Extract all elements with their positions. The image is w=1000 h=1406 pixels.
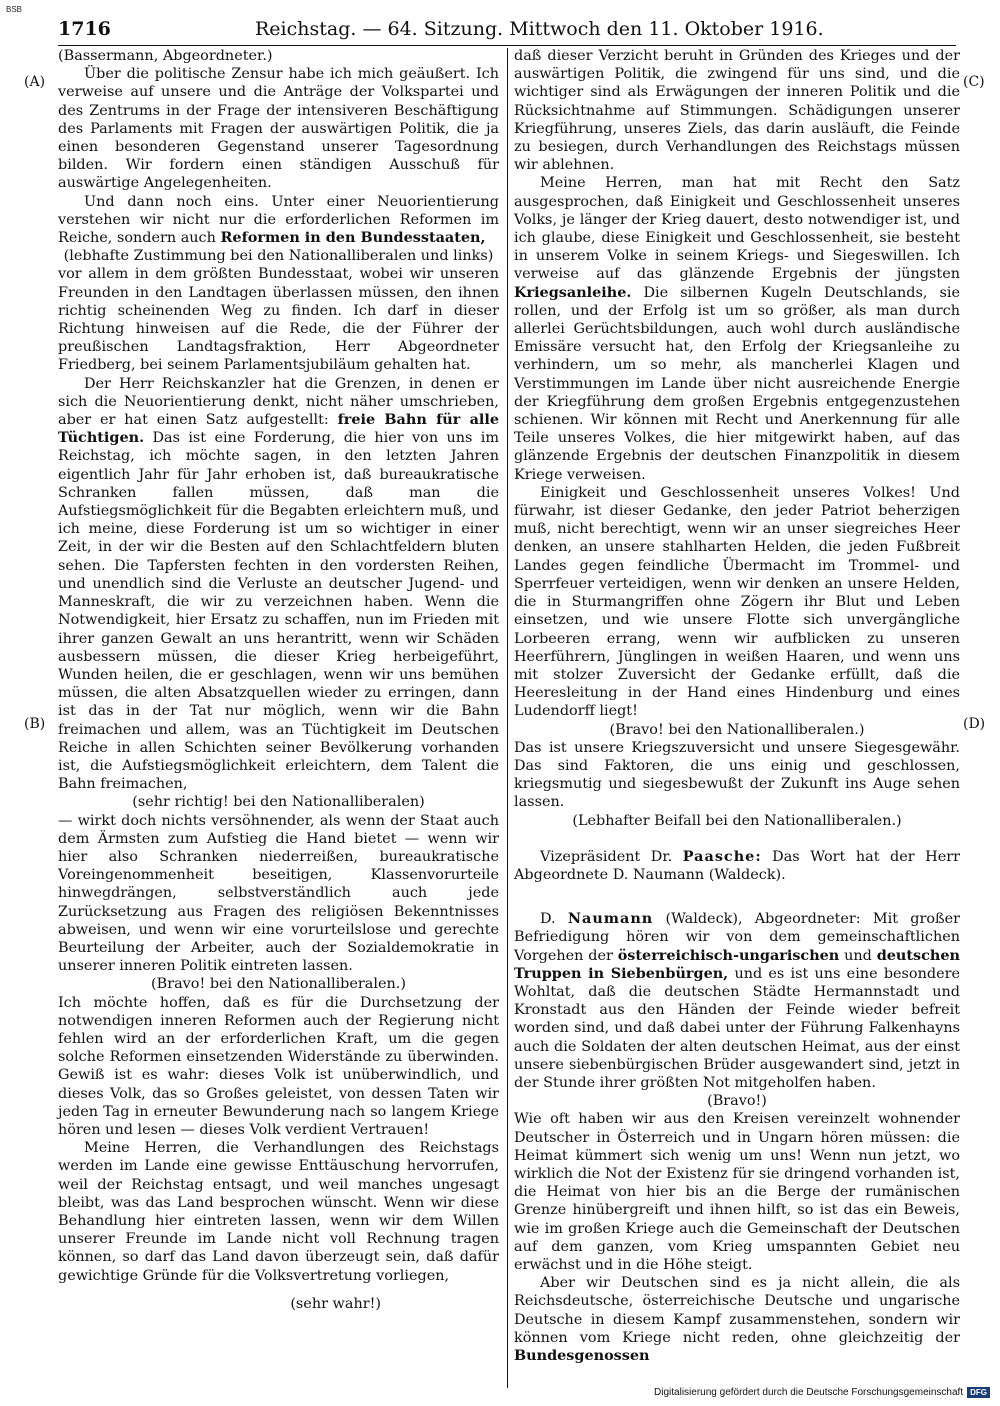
paragraph: Wie oft haben wir aus den Kreisen vereinzelt wohnender Deutscher in Österreich und in Ungarn hören müssen: die Heimat kümmert sich wenig um uns! Wenn nun jetzt, wo wirklich die Not der Existenz für sie dringend vorhanden ist, die Heimat von hier bis an die Berge der rumänischen Grenze hinübergreift und ihnen hilft, so ist das ein Beweis, wie im großen Kriege auch die Gemeinschaft der Deutschen auf dem ganzen, vom Krieg umspannten Gebiet neu erwächst und in die Höhe steigt. [514,1111,960,1273]
margin-marker-b: (B) [24,716,46,732]
interjection: (sehr wahr!) [290,1295,381,1312]
paragraph: Meine Herren, man hat mit Recht den Satz ausgesprochen, daß Einigkeit und Geschlossenheit unseres Volks, je länger der Krieg dauert, desto notwendiger ist, und ich glaube, diese Einigkeit und Geschlossenheit, sie besteht in unserem Volke in seinem Kriegs- und Siegeswillen. Ich verweise auf das glänzende Ergebnis der jüngsten Kriegsanleihe. Die silbernen Kugeln Deutschlands, sie rollen, und der Erfolg ist um so größer, als man durch allerlei Gerüchtsbildungen, auch wohl durch ausländische Emissäre versucht hat, den Erfolg der Kriegsanleihe zu verhindern, um so mehr, als mancherlei Klagen und Verstimmungen im Lande über nicht ausreichende Energie der Kriegführung dem großen Ergebnis entgegenzustehen schienen. Wir können mit Recht und Anerkennung für alle Teile unseres Volkes, die hier mitgewirkt haben, auf das glänzende Ergebnis der deutschen Finanzpolitik in diesem Kriege verweisen. [514,175,960,483]
emphasis: Bundesgenossen [514,1347,650,1365]
paragraph: Und dann noch eins. Unter einer Neuorientierung verstehen wir nicht nur die erforderlichen Reformen im Reiche, sondern auch Reformen in den Bundesstaaten, [58,193,499,247]
footer [654,1387,990,1398]
footer-credit: Digitalisierung gefördert durch die Deutsche Forschungsgemeinschaft [654,1387,964,1398]
paragraph: Vizepräsident Dr. Paasche: Das Wort hat der Herr Abgeordnete D. Naumann (Waldeck). [514,847,960,883]
page-number: 1716 [58,18,111,40]
column-divider [507,48,508,1388]
speaker-name: Paasche: [682,847,762,865]
library-stamp: BSB [6,5,23,14]
paragraph: Über die politische Zensur habe ich mich geäußert. Ich verweise auf unsere und die Anträge der Volkspartei und des Zentrums in der Frage der intensiveren Beschäftigung des Parlaments mit Fragen der auswärtigen Politik, die ja einen besonderen Gegenstand unserer Tagesordnung bilden. Wir fordern einen ständigen Ausschuß für auswärtige Angelegenheiten. [58,66,499,192]
interjection: (Bravo! bei den Nationalliberalen.) [609,721,865,738]
right-column [514,47,960,1365]
emphasis: Kriegsanleihe. [514,283,632,301]
emphasis: Reformen in den Bundesstaaten, [220,229,486,247]
paragraph: daß dieser Verzicht beruht in Gründen des Krieges und der auswärtigen Politik, die zwingend für uns sind, und die wichtiger sind als Erwägungen der inneren Politik und die Rücksichtnahme auf Stimmungen. Schädigungen unserer Kriegführung, unseres Ziels, das darin ausläuft, die Feinde zu besiegen, durch Verhandlungen des Reichstags müssen wir ablehnen. [514,48,960,174]
paragraph: vor allem in dem größten Bundesstaat, wobei wir unseren Freunden in den Landtagen überlassen müssen, den ihnen richtig scheinenden Weg zu finden. Ich darf in dieser Richtung hinweisen auf die Rede, die der Führer der preußischen Landtagsfraktion, Herr Abgeordneter Friedberg, bei seinem Parlamentsjubiläum gehalten hat. [58,266,499,374]
paragraph: Ich möchte hoffen, daß es für die Durchsetzung der notwendigen inneren Reformen auch der Regierung nicht fehlen wird an der erforderlichen Kraft, um die gegen solche Reformen einsetzenden Widerstände zu überwinden. Gewiß ist es wahr: dieses Volk ist unüberwindlich, und dieses Volk, das so Großes geleistet, von dessen Taten wir jeden Tag in erneuter Bewunderung nach so langem Kriege hören und lesen — dieses Volk verdient Vertrauen! [58,994,499,1138]
speaker-name: Naumann [567,910,654,928]
running-head: Reichstag. — 64. Sitzung. Mittwoch den 11. Oktober 1916. [255,18,824,40]
interjection: (sehr richtig! bei den Nationalliberalen) [132,794,425,811]
header-rule [58,45,956,46]
margin-marker-d: (D) [963,716,986,732]
interjection: (Bravo!) [707,1093,767,1110]
paragraph: Aber wir Deutschen sind es ja nicht allein, die als Reichsdeutsche, österreichische Deutsche und ungarische Deutsche in diesem Kampf zusammenstehen, sondern wir können vom Kriege nicht reden, ohne gleichzeitig der Bundesgenossen [514,1275,960,1365]
emphasis: österreichisch-ungarischen [617,946,840,964]
interjection: (Lebhafter Beifall bei den Nationalliberalen.) [572,812,902,829]
emphasis: freie Bahn für alle Tüchtigen. [58,411,499,447]
paragraph: — wirkt doch nichts versöhnender, als wenn der Staat auch dem Ärmsten zum Aufstieg die Hand bietet — wenn wir hier also Schranken niederreißen, bureaukratische Voreingenommenheit beseitigen, Klassenvorurteile hinwegdrängen, selbstverständlich auch jede Zurücksetzung aus Fragen des religiösen Bekenntnisses abweisen, und wenn wir eine vorurteilslose und gerechte Beurteilung der Arbeiter, auch der Sozialdemokratie in unserer inneren Politik eintreten lassen. [58,812,499,975]
interjection: (lebhafte Zustimmung bei den Nationalliberalen und links) [63,248,494,265]
paragraph: Das ist unsere Kriegszuversicht und unsere Siegesgewähr. Das sind Faktoren, die uns einig und geschlossen, kriegsmutig und siegesbewußt der Zukunft ins Auge sehen lassen. [514,739,960,811]
dfg-logo: DFG [967,1387,990,1398]
speaker-note: (Bassermann, Abgeordneter.) [58,48,273,64]
left-column [58,47,499,1313]
paragraph: Meine Herren, die Verhandlungen des Reichstags werden im Lande eine gewisse Enttäuschung hervorrufen, weil der Reichstag entsagt, und weil manches ungesagt bleibt, was das Land besprochen wünscht. Wenn wir diese Behandlung hier eintreten lassen, wenn wir dem Willen unserer Freunde im Lande nicht voll Rechnung tragen können, so darf das Land davon überzeugt sein, daß dafür gewichtige Gründe für die Volksvertretung vorliegen, [58,1140,499,1284]
emphasis: deutschen Truppen in Siebenbürgen, [514,946,960,982]
paragraph: D. Naumann (Waldeck), Abgeordneter: Mit großer Befriedigung hören wir von dem gemeinschaftlichen Vorgehen der österreichisch-ungarischen und deutschen Truppen in Siebenbürgen, und es ist uns eine besondere Wohltat, daß die deutschen Städte Hermannstadt und Kronstadt aus den Händen der Feinde wieder befreit worden sind, und daß dabei unter der Führung Falkenhayns auch die Soldaten der alten deutschen Heimat, aus der einst unsere siebenbürgischen Brüder ausgewandert sind, jetzt in der Stunde ihrer größten Not mitgeholfen haben. [514,910,960,1091]
interjection: (Bravo! bei den Nationalliberalen.) [151,976,406,993]
paragraph: Einigkeit und Geschlossenheit unseres Volkes! Und fürwahr, ist dieser Gedanke, den jeder Patriot beherzigen muß, nicht berechtigt, wenn wir an unser siegreiches Heer denken, an unsere stahlharten Helden, die jeden Fußbreit Landes gegen feindliche Übermacht im Trommel- und Sperrfeuer verteidigen, wenn wir denken an unsere Helden, die in Sturmangriffen ohne Zögern ihr Blut und Leben einsetzen, und wie unsere Flotte sich unvergängliche Lorbeeren errang, wenn wir aufblicken zu unseren Heerführern, Jünglingen in weißen Haaren, und wenn uns mit stolzer Zuversicht der Gedanke erfüllt, daß die Heeresleitung in der Hand eines Hindenburg und eines Ludendorff liegt! [514,484,960,720]
margin-marker-a: (A) [24,74,46,90]
paragraph: Der Herr Reichskanzler hat die Grenzen, in denen er sich die Neuorientierung denkt, nicht näher umschrieben, aber er hat einen Satz aufgestellt: freie Bahn für alle Tüchtigen. Das ist eine Forderung, die hier von uns im Reichstag, ich möchte sagen, in den letzten Jahren eigentlich Jahr für Jahr erhoben ist, daß bureaukratische Schranken fallen müssen, daß man die Aufstiegsmöglichkeit für die Begabten erleichtern muß, und ich meine, diese Forderung ist um so wichtiger in einer Zeit, in der wir die Besten auf den Schlachtfeldern bluten sehen. Die Tapfersten fechten in den vordersten Reihen, und unendlich sind die Verluste an deutscher Jugend- und Manneskraft, die wir zu verzeichnen haben. Wenn die Notwendigkeit, hier Ersatz zu schaffen, nun im Frieden mit ihrer ganzen Gewalt an uns herantritt, wenn wir Schäden ausbessern müssen, die dieser Krieg herbeigeführt, Wunden heilen, die er geschlagen, wenn wir uns bemühen müssen, die alten Absatzquellen wieder zu erringen, dann ist das in der Tat nur möglich, wenn wir die Bahn freimachen und allem, was an Tüchtigkeit im Deutschen Reiche in allen Schichten seiner Bevölkerung vorhanden ist, die Aufstiegsmöglichkeit erleichtern, dem Talent die Bahn freimachen, [58,375,499,793]
margin-marker-c: (C) [963,74,985,90]
